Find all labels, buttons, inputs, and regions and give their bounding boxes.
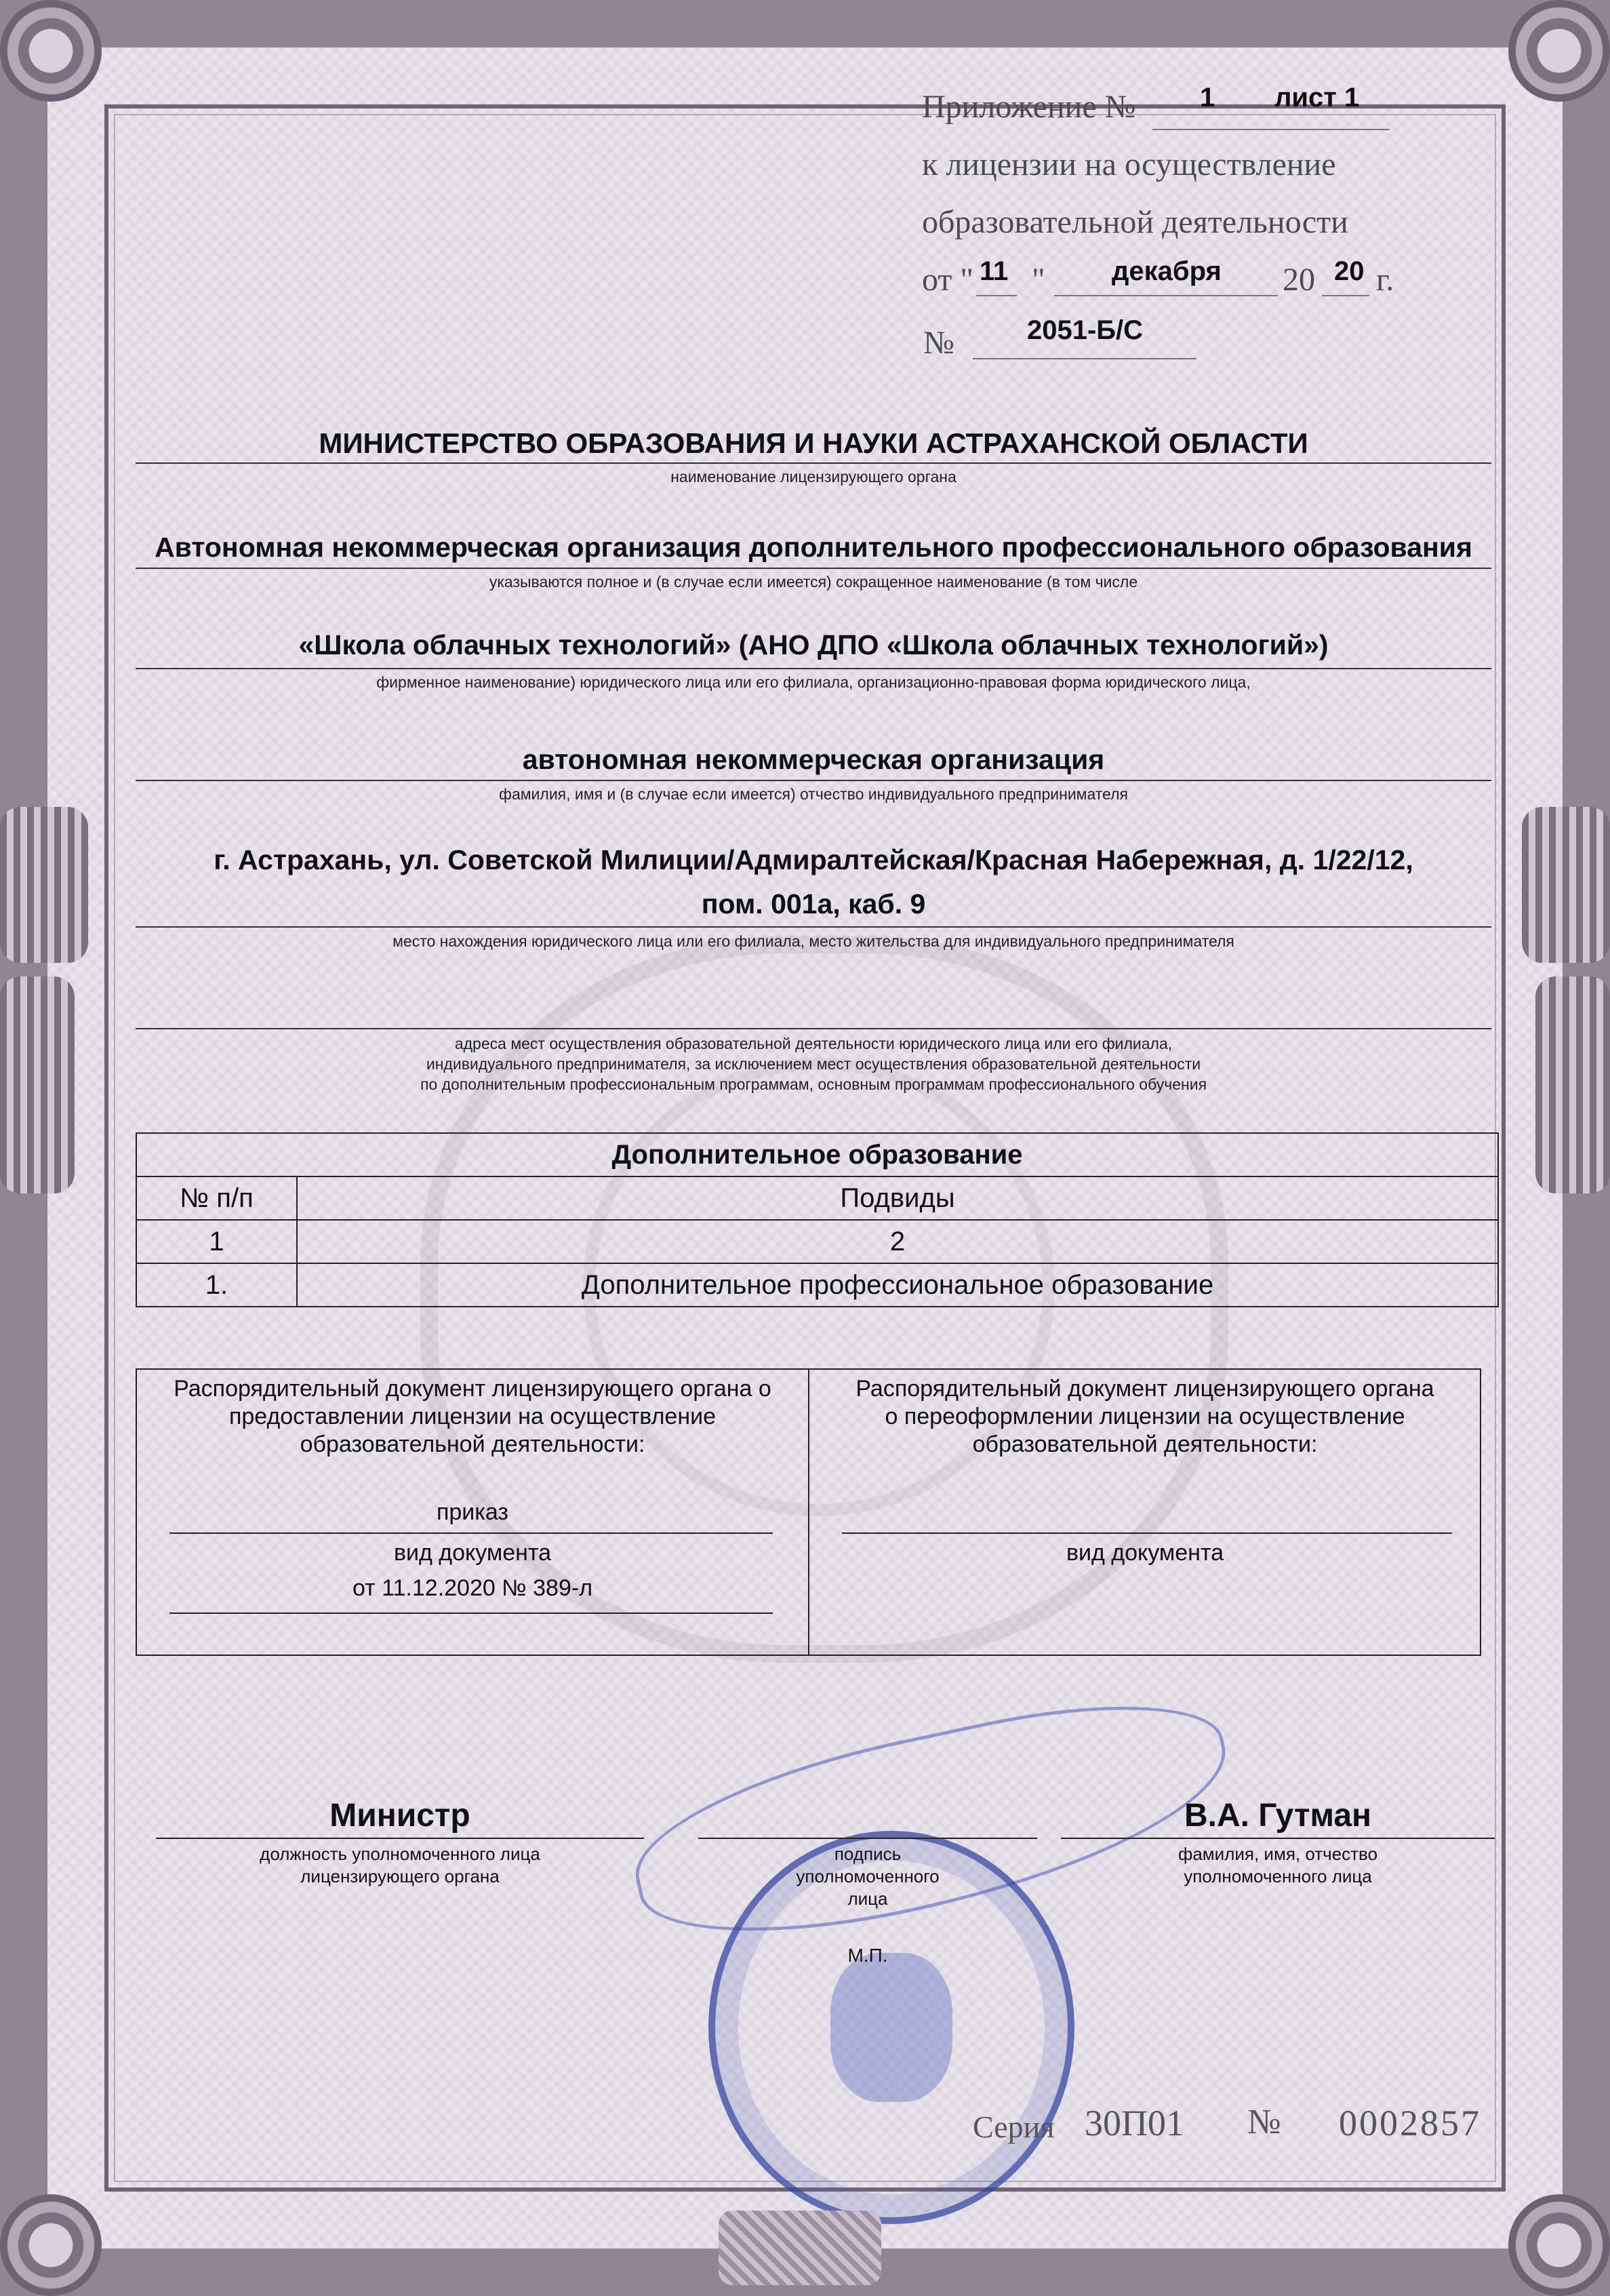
form-number: 0002857 [1339, 2103, 1481, 2143]
form-number-label: № [1247, 2103, 1281, 2141]
column-header-subtypes: Подвиды [297, 1176, 1498, 1220]
grant-order-title-3: образовательной деятельности: [300, 1431, 645, 1457]
signature-caption [698, 1843, 1037, 1910]
signature-line [698, 1838, 1037, 1839]
series-code: 30П01 [1085, 2103, 1184, 2143]
table-row [136, 1263, 1498, 1307]
year-line [1322, 295, 1369, 296]
grant-doc-reference: от 11.12.2020 № 389-л [352, 1575, 593, 1601]
grant-order-block [137, 1375, 808, 1459]
position-caption-2: лицензирующего органа [300, 1866, 500, 1886]
coat-of-arms-emblem [830, 1953, 952, 2102]
corner-ornament [1508, 2194, 1610, 2296]
side-ornament [0, 976, 75, 1193]
signature-caption-1: подпись [834, 1844, 902, 1864]
grant-order-title-2: предоставлении лицензии на осуществление [228, 1404, 717, 1429]
org-caption-3: фамилия, имя и (в случае если имеется) отчество индивидуального предпринимателя [499, 785, 1128, 803]
grant-order-title-1: Распорядительный документ лицензирующего органа о [174, 1376, 771, 1402]
signatory-position: Министр [329, 1798, 470, 1834]
appendix-number-line [1152, 129, 1390, 130]
corner-ornament [1508, 0, 1610, 102]
signatory-name: В.А. Гутман [1184, 1798, 1372, 1834]
license-month: декабря [1112, 256, 1222, 286]
appendix-prefix: Приложение № [922, 89, 1136, 125]
side-ornament [0, 807, 88, 963]
appendix-number: 1 [1200, 83, 1215, 113]
reissue-order-title-3: образовательной деятельности: [972, 1431, 1318, 1457]
table-heading: Дополнительное образование [136, 1133, 1498, 1176]
appendix-sheet: лист 1 [1274, 83, 1360, 113]
organization-full-name: Автономная некоммерческая организация дополнительного профессионального образования [155, 532, 1472, 563]
authority-line [136, 462, 1491, 464]
reissue-doc-caption: вид документа [1066, 1540, 1224, 1566]
organization-address-line-1: г. Астрахань, ул. Советской Милиции/Адмиралтейская/Красная Набережная, д. 1/22/12, [214, 844, 1413, 875]
authority-caption: наименование лицензирующего органа [670, 468, 957, 486]
signature-caption-3: лица [847, 1888, 888, 1909]
grant-doc-type: приказ [436, 1499, 509, 1525]
name-line [1061, 1838, 1495, 1839]
license-number-line [973, 358, 1196, 359]
column-index-2: 2 [297, 1220, 1498, 1263]
appendix-line-3: образовательной деятельности [922, 204, 1348, 240]
side-ornament [1535, 976, 1610, 1193]
org-line-2 [136, 668, 1491, 669]
row-subtype-name: Дополнительное профессиональное образование [297, 1263, 1498, 1307]
month-line [1054, 295, 1278, 296]
license-number-prefix: № [923, 325, 954, 361]
appendix-line-2: к лицензии на осуществление [922, 146, 1336, 182]
bottom-ornament [719, 2211, 881, 2285]
name-caption [1061, 1843, 1495, 1888]
day-line [976, 295, 1017, 296]
licensing-authority-name: МИНИСТЕРСТВО ОБРАЗОВАНИЯ И НАУКИ АСТРАХАНСКОЙ ОБЛАСТИ [319, 427, 1308, 459]
signature-caption-2: уполномоченного [796, 1866, 940, 1886]
position-caption [156, 1843, 644, 1888]
reissue-order-block [809, 1375, 1481, 1459]
org-caption-2: фирменное наименование) юридического лица или его филиала, организационно-правовая форма юридического лица, [376, 673, 1251, 691]
education-subtypes-table [136, 1132, 1499, 1307]
organization-address-line-2: пом. 001а, каб. 9 [701, 888, 926, 919]
org-line-5 [136, 1028, 1491, 1029]
date-quote-close: " [1032, 262, 1045, 298]
license-number: 2051-Б/С [1027, 315, 1144, 345]
organization-short-name: «Школа облачных технологий» (АНО ДПО «Школа облачных технологий») [298, 629, 1329, 660]
org-line-4 [136, 926, 1491, 928]
org-caption-5-line-2: индивидуального предпринимателя, за исключением мест осуществления образовательной деятельности [426, 1055, 1201, 1073]
reissue-order-title-2: о переоформлении лицензии на осуществление [885, 1404, 1405, 1429]
grant-doc-type-line [169, 1532, 773, 1534]
date-from-prefix: от " [922, 262, 973, 298]
series-label: Серия [973, 2110, 1055, 2144]
side-ornament [1522, 807, 1610, 963]
org-caption-4: место нахождения юридического лица или его филиала, место жительства для индивидуального предпринимателя [393, 932, 1234, 950]
grant-doc-caption: вид документа [393, 1540, 552, 1566]
reissue-doc-type-line [842, 1532, 1452, 1534]
stamp-place-label: М.П. [847, 1945, 888, 1966]
org-caption-5-line-3: по дополнительным профессиональным программам, основным программам профессионального обучения [420, 1075, 1207, 1093]
reissue-order-title-1: Распорядительный документ лицензирующего органа [856, 1376, 1434, 1402]
license-day: 11 [980, 256, 1009, 286]
name-caption-1: фамилия, имя, отчество [1178, 1844, 1378, 1864]
org-line-3 [136, 780, 1491, 781]
corner-ornament [0, 0, 102, 102]
year-prefix: 20 [1283, 262, 1315, 298]
row-number: 1. [136, 1263, 297, 1307]
position-caption-1: должность уполномоченного лица [260, 1844, 540, 1864]
org-line-1 [136, 568, 1491, 569]
name-caption-2: уполномоченного лица [1184, 1866, 1372, 1886]
organization-legal-form: автономная некоммерческая организация [522, 744, 1105, 775]
orders-box [136, 1368, 1481, 1656]
org-caption-5-line-1: адреса мест осуществления образовательной деятельности юридического лица или его филиала, [454, 1035, 1173, 1052]
column-index-1: 1 [136, 1220, 297, 1263]
org-caption-1: указываются полное и (в случае если имеется) сокращенное наименование (в том числе [489, 573, 1138, 591]
year-suffix: г. [1376, 262, 1394, 298]
license-year: 20 [1334, 256, 1365, 286]
grant-doc-reference-line [169, 1612, 773, 1614]
position-line [156, 1838, 644, 1839]
corner-ornament [0, 2194, 102, 2296]
column-header-number: № п/п [136, 1176, 297, 1220]
